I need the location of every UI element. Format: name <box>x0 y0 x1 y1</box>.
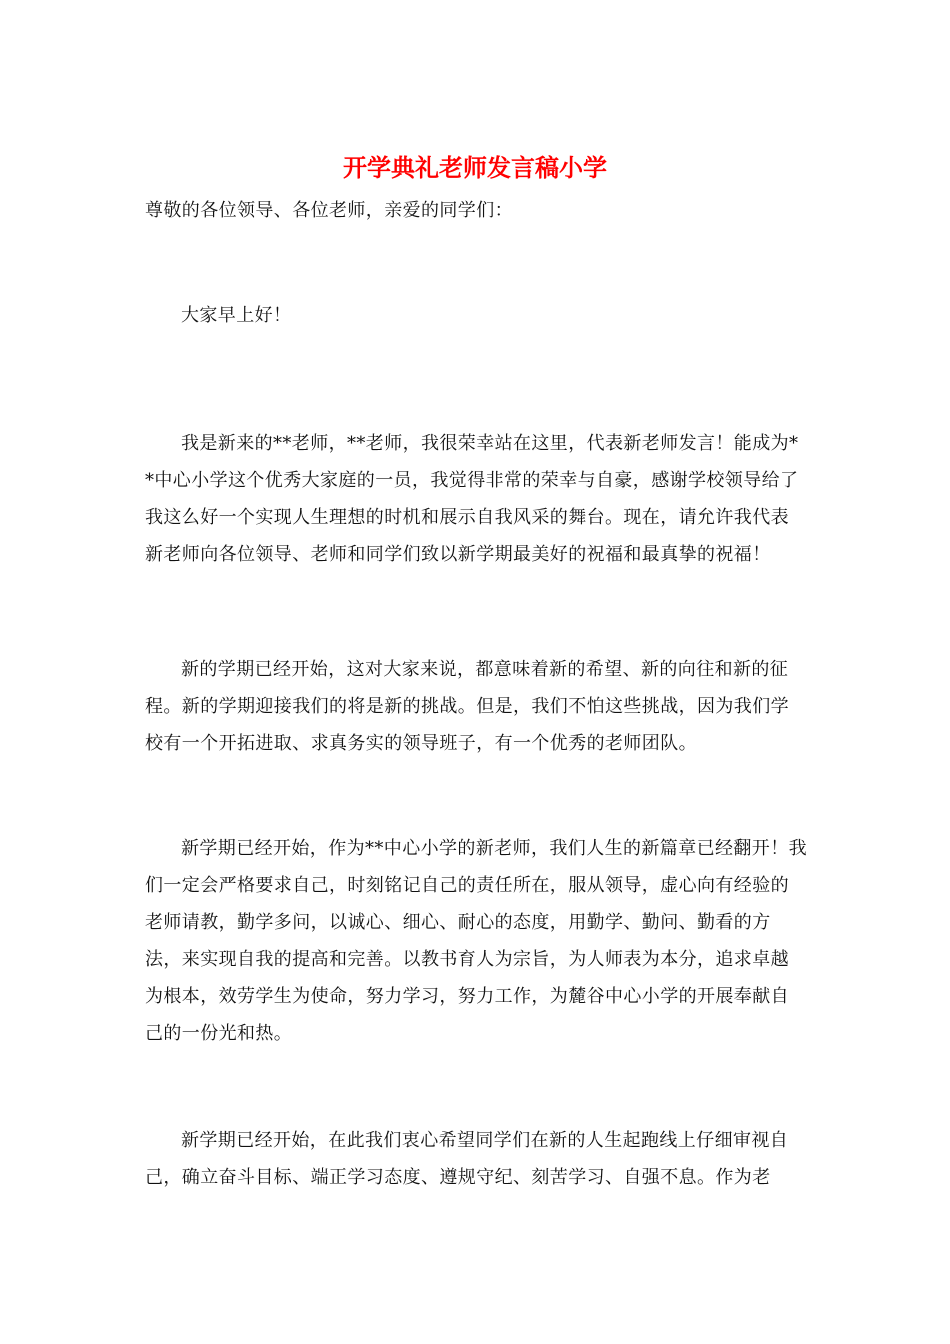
paragraph-new-semester: 新的学期已经开始，这对大家来说，都意味着新的希望、新的向往和新的征程。新的学期迎接我们的将是新的挑战。但是，我们不怕这些挑战，因为我们学校有一个开拓进取、求真务实的领导班子，有一个优秀的老师团队。 <box>145 659 789 754</box>
paragraph-greeting: 大家早上好！ <box>181 305 292 326</box>
paragraph-student-hopes: 新学期已经开始，在此我们衷心希望同学们在新的人生起跑线上仔细审视自己，确立奋斗目标、端正学习态度、遵规守纪、刻苦学习、自强不息。作为老 <box>145 1130 789 1188</box>
paragraph-teacher-commitment: 新学期已经开始，作为**中心小学的新老师，我们人生的新篇章已经翻开！我们一定会严格要求自己，时刻铭记自己的责任所在，服从领导，虚心向有经验的老师请教，勤学多问，以诚心、细心、耐心的态度，用勤学、勤问、勤看的方法，来实现自我的提高和完善。以教书育人为宗旨，为人师表为本分，追求卓越为根本，效劳学生为使命，努力学习，努力工作，为麓谷中心小学的开展奉献自己的一份光和热。 <box>145 838 807 1044</box>
salutation: 尊敬的各位领导、各位老师，亲爱的同学们： <box>145 200 513 221</box>
paragraph-introduction: 我是新来的**老师，**老师，我很荣幸站在这里，代表新老师发言！能成为**中心小学这个优秀大家庭的一员，我觉得非常的荣幸与自豪，感谢学校领导给了我这么好一个实现人生理想的时机和展示自我风采的舞台。现在，请允许我代表新老师向各位领导、老师和同学们致以新学期最美好的祝福和最真挚的祝福！ <box>145 433 799 565</box>
document-title: 开学典礼老师发言稿小学 <box>343 153 607 182</box>
